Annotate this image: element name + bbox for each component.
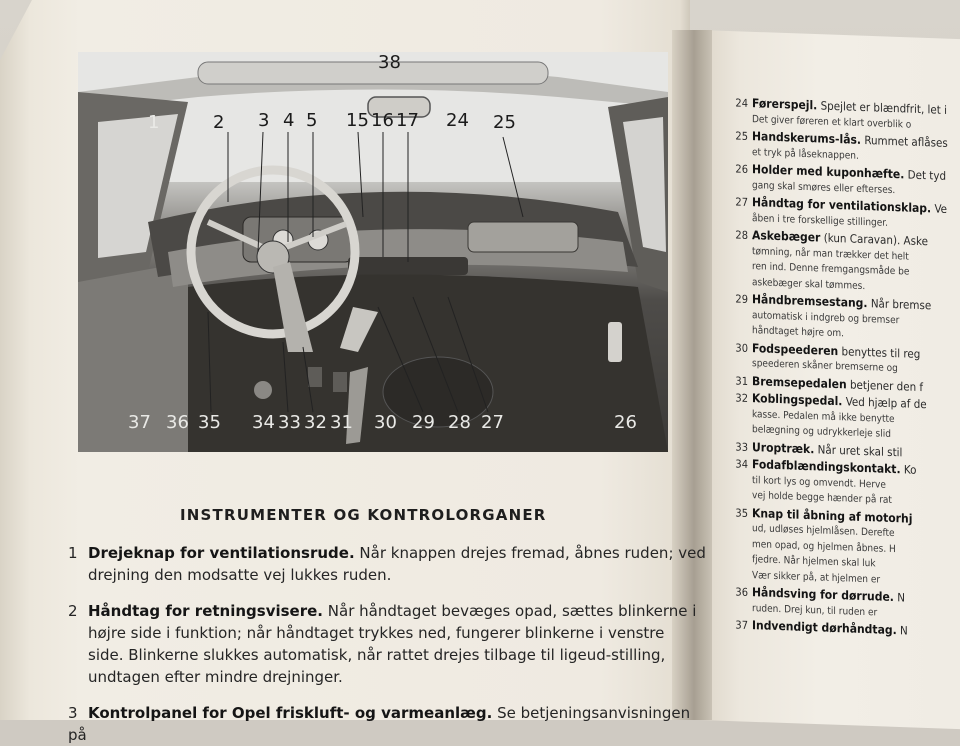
item-text: (kun Caravan). Aske xyxy=(823,230,928,249)
item-number: 1 xyxy=(68,544,78,562)
callout-4: 4 xyxy=(283,110,295,131)
item-title: Askebæger xyxy=(752,228,821,245)
right-page-list xyxy=(720,95,960,644)
item-title: Indvendigt dørhåndtag. xyxy=(752,618,897,638)
callout-25: 25 xyxy=(493,112,516,133)
dip-switch xyxy=(254,381,272,399)
item-title: Holder med kuponhæfte. xyxy=(752,162,905,182)
callout-29: 29 xyxy=(412,412,435,433)
item-text: Ko xyxy=(903,462,917,477)
item-number: 28 xyxy=(735,228,748,242)
item-number: 36 xyxy=(735,585,748,599)
callout-24: 24 xyxy=(446,110,469,131)
item-number: 3 xyxy=(68,704,78,722)
instrument-item-3 xyxy=(68,702,708,746)
item-text: Spejlet er blændfrit, let i xyxy=(820,98,948,117)
item-text: Ved hjælp af de xyxy=(845,394,927,412)
item-continuation: ren ind. Denne fremgangsmåde be xyxy=(752,261,910,278)
item-continuation: side. Blinkerne slukkes automatisk, når rattet drejes tilbage til ligeud-stilling, xyxy=(88,646,666,664)
item-title: Knap til åbning af motorhj xyxy=(752,505,913,526)
item-text: Når knappen drejes fremad, åbnes ruden; ved xyxy=(359,544,706,562)
item-continuation: undtagen efter mindre drejninger. xyxy=(88,668,343,686)
right-item-28 xyxy=(720,227,960,298)
callout-2: 2 xyxy=(213,112,225,133)
callout-34: 34 xyxy=(252,412,275,433)
item-text: benyttes til reg xyxy=(841,343,921,361)
item-title: Håndtag for retningsvisere. xyxy=(88,602,323,620)
item-text: Rummet aflåses xyxy=(864,133,948,150)
item-continuation: et tryk på låseknappen. xyxy=(752,146,859,162)
item-continuation: belægning og udrykkerleje slid xyxy=(752,424,891,440)
item-number: 34 xyxy=(735,457,748,471)
item-text: N xyxy=(897,590,905,605)
callout-30: 30 xyxy=(374,412,397,433)
item-continuation: fjedre. Når hjelmen skal luk xyxy=(752,554,876,570)
item-title: Koblingspedal. xyxy=(752,391,843,409)
item-continuation: Det giver føreren et klart overblik o xyxy=(752,113,912,131)
item-continuation: men opad, og hjelmen åbnes. H xyxy=(752,538,896,555)
callout-3: 3 xyxy=(258,110,270,131)
item-number: 30 xyxy=(735,341,748,355)
callout-38: 38 xyxy=(378,52,401,73)
right-item-32 xyxy=(720,390,960,445)
item-title: Håndtag for ventilationsklap. xyxy=(752,195,932,216)
item-continuation: speederen skåner bremserne og xyxy=(752,358,898,375)
item-title: Fodafblændingskontakt. xyxy=(752,457,901,477)
callout-17: 17 xyxy=(396,110,419,131)
item-title: Kontrolpanel for Opel friskluft- og varmeanlæg. xyxy=(88,704,493,722)
item-title: Bremsepedalen xyxy=(752,373,847,391)
item-number: 26 xyxy=(735,162,748,176)
item-title: Håndsving for dørrude. xyxy=(752,585,894,605)
item-number: 2 xyxy=(68,602,78,620)
glovebox-panel xyxy=(468,222,578,252)
item-continuation: vej holde begge hænder på rat xyxy=(752,490,892,507)
item-title: Fodspeederen xyxy=(752,340,839,358)
callout-31: 31 xyxy=(330,412,353,433)
right-item-34 xyxy=(720,456,960,511)
item-continuation: Vær sikker på, at hjelmen er xyxy=(752,569,881,586)
callout-35: 35 xyxy=(198,412,221,433)
item-number: 31 xyxy=(735,374,748,388)
dashboard-photo xyxy=(78,52,668,452)
callout-15: 15 xyxy=(346,110,369,131)
item-continuation: ud, udløses hjelmlåsen. Derefte xyxy=(752,523,895,540)
callout-26: 26 xyxy=(614,412,637,433)
item-title: Handskerums-lås. xyxy=(752,129,862,147)
item-title: Uroptræk. xyxy=(752,439,815,456)
item-number: 35 xyxy=(735,506,748,520)
item-text: Når håndtaget bevæges opad, sættes blinkerne i xyxy=(327,602,697,620)
callout-33: 33 xyxy=(278,412,301,433)
callout-16: 16 xyxy=(371,110,394,131)
right-item-35 xyxy=(720,505,960,591)
item-number: 25 xyxy=(735,129,748,143)
item-number: 29 xyxy=(735,292,748,306)
item-number: 24 xyxy=(735,96,748,110)
instrument-item-2 xyxy=(68,600,708,688)
item-title: Drejeknap for ventilationsrude. xyxy=(88,544,355,562)
item-continuation: gang skal smøres eller efterses. xyxy=(752,179,896,196)
callout-27: 27 xyxy=(481,412,504,433)
item-text: Det tyd xyxy=(907,167,947,183)
item-continuation: drejning den modsatte vej lukkes ruden. xyxy=(88,566,392,584)
callout-32: 32 xyxy=(304,412,327,433)
sun-visor xyxy=(198,62,548,84)
item-number: 27 xyxy=(735,195,748,209)
callout-36: 36 xyxy=(166,412,189,433)
item-text: Ve xyxy=(934,201,947,216)
item-continuation: højre side i funktion; når håndtaget trykkes ned, fungerer blinkerne i venstre xyxy=(88,624,665,642)
instrument-item-1 xyxy=(68,542,708,586)
item-continuation: til kort lys og omvendt. Herve xyxy=(752,474,886,491)
item-continuation: åben i tre forskellige stillinger. xyxy=(752,212,888,229)
coupon-holder xyxy=(608,322,622,362)
item-text: Når uret skal stil xyxy=(817,441,903,459)
transmission-tunnel xyxy=(383,357,493,427)
right-item-29 xyxy=(720,291,960,346)
item-text: Når bremse xyxy=(870,296,932,313)
item-text: betjener den f xyxy=(849,377,924,394)
item-number: 33 xyxy=(735,440,748,454)
item-title: Førerspejl. xyxy=(752,96,818,113)
item-continuation: ruden. Drej kun, til ruden er xyxy=(752,602,878,618)
item-continuation: håndtaget højre om. xyxy=(752,325,845,340)
item-number: 37 xyxy=(735,618,748,632)
item-text: Se betjeningsanvisningen på xyxy=(68,704,691,744)
clutch-pedal xyxy=(308,367,322,387)
item-continuation: kasse. Pedalen må ikke benytte xyxy=(752,408,895,425)
item-continuation: tømning, når man trækker det helt xyxy=(752,245,909,263)
callout-1: 1 xyxy=(148,112,160,133)
item-text: N xyxy=(899,623,908,638)
callout-5: 5 xyxy=(306,110,318,131)
callout-28: 28 xyxy=(448,412,471,433)
section-heading: INSTRUMENTER OG KONTROLORGANER xyxy=(180,506,547,524)
callout-37: 37 xyxy=(128,412,151,433)
item-title: Håndbremsestang. xyxy=(752,292,868,311)
item-continuation: automatisk i indgreb og bremser xyxy=(752,309,900,326)
brake-pedal xyxy=(333,372,347,392)
item-continuation: askebæger skal tømmes. xyxy=(752,276,866,292)
item-number: 32 xyxy=(735,391,748,405)
